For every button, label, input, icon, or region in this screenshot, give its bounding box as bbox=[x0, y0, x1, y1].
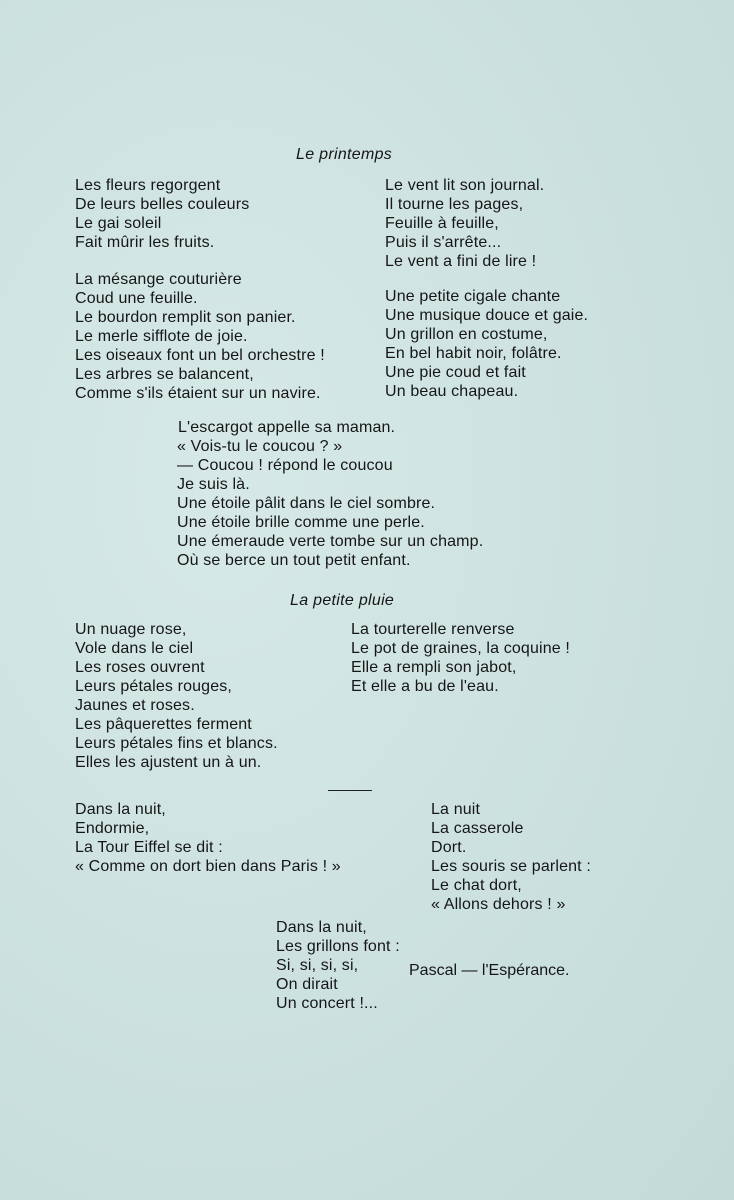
verse-line: Un beau chapeau. bbox=[385, 383, 519, 400]
verse-line: Le vent lit son journal. bbox=[385, 177, 545, 194]
verse-line: La mésange couturière bbox=[75, 271, 242, 288]
verse-line: En bel habit noir, folâtre. bbox=[385, 345, 562, 362]
verse-line: Leurs pétales rouges, bbox=[75, 678, 233, 695]
verse-line: Où se berce un tout petit enfant. bbox=[177, 552, 411, 569]
verse-line: Feuille à feuille, bbox=[385, 215, 499, 232]
verse-line: « Allons dehors ! » bbox=[431, 896, 566, 913]
verse-line: Une étoile pâlit dans le ciel sombre. bbox=[177, 495, 436, 512]
verse-line: Dort. bbox=[431, 839, 467, 856]
verse-line: Jaunes et roses. bbox=[75, 697, 195, 714]
verse-line: Endormie, bbox=[75, 820, 150, 837]
verse-line: Coud une feuille. bbox=[75, 290, 198, 307]
verse-line: Elles les ajustent un à un. bbox=[75, 754, 262, 771]
verse-line: Les arbres se balancent, bbox=[75, 366, 254, 383]
verse-line: « Vois-tu le coucou ? » bbox=[177, 438, 343, 455]
verse-line: — Coucou ! répond le coucou bbox=[177, 457, 393, 474]
printemps-right-column bbox=[385, 176, 588, 401]
signature: Pascal — l'Espérance. bbox=[409, 962, 570, 979]
verse-line: De leurs belles couleurs bbox=[75, 196, 250, 213]
verse-line: Un nuage rose, bbox=[75, 621, 187, 638]
verse-line: Leurs pétales fins et blancs. bbox=[75, 735, 278, 752]
verse-line: Les grillons font : bbox=[276, 938, 400, 955]
verse-line: Le vent a fini de lire ! bbox=[385, 253, 537, 270]
pluie-right-column bbox=[351, 620, 570, 696]
printemps-left-column bbox=[75, 176, 325, 403]
verse-line: Je suis là. bbox=[177, 476, 250, 493]
title-la-petite-pluie: La petite pluie bbox=[290, 592, 395, 609]
verse-line: Comme s'ils étaient sur un navire. bbox=[75, 385, 321, 402]
pluie-left-column bbox=[75, 620, 278, 772]
verse-line: La tourterelle renverse bbox=[351, 621, 515, 638]
verse-line: Une émeraude verte tombe sur un champ. bbox=[177, 533, 484, 550]
verse-line: Les fleurs regorgent bbox=[75, 177, 221, 194]
verse-line: Les roses ouvrent bbox=[75, 659, 205, 676]
verse-line: Elle a rempli son jabot, bbox=[351, 659, 517, 676]
verse-line: Une musique douce et gaie. bbox=[385, 307, 589, 324]
verse-line: La nuit bbox=[431, 801, 481, 818]
verse-line: Et elle a bu de l'eau. bbox=[351, 678, 499, 695]
verse-line: Les pâquerettes ferment bbox=[75, 716, 252, 733]
verse-line: Vole dans le ciel bbox=[75, 640, 194, 657]
verse-line: Puis il s'arrête... bbox=[385, 234, 502, 251]
verse-line: La casserole bbox=[431, 820, 524, 837]
verse-line: Le pot de graines, la coquine ! bbox=[351, 640, 571, 657]
verse-line: On dirait bbox=[276, 976, 338, 993]
verse-line: Une pie coud et fait bbox=[385, 364, 526, 381]
verse-line: L'escargot appelle sa maman. bbox=[178, 419, 396, 436]
verse-line: Le gai soleil bbox=[75, 215, 162, 232]
verse-line: Le chat dort, bbox=[431, 877, 522, 894]
verse-line: Une étoile brille comme une perle. bbox=[177, 514, 425, 531]
verse-line: Un concert !... bbox=[276, 995, 378, 1012]
verse-line: Dans la nuit, bbox=[75, 801, 166, 818]
verse-line: « Comme on dort bien dans Paris ! » bbox=[75, 858, 341, 875]
verse-line: Les oiseaux font un bel orchestre ! bbox=[75, 347, 325, 364]
printemps-center-stanza bbox=[177, 418, 483, 570]
section-divider bbox=[328, 790, 372, 791]
verse-line: Un grillon en costume, bbox=[385, 326, 548, 343]
nuit-right-column bbox=[431, 800, 591, 914]
verse-line: Il tourne les pages, bbox=[385, 196, 524, 213]
verse-line: Une petite cigale chante bbox=[385, 288, 561, 305]
verse-line: Le merle sifflote de joie. bbox=[75, 328, 248, 345]
verse-line: Les souris se parlent : bbox=[431, 858, 591, 875]
verse-line: Fait mûrir les fruits. bbox=[75, 234, 215, 251]
title-le-printemps: Le printemps bbox=[296, 146, 393, 163]
verse-line: Dans la nuit, bbox=[276, 919, 367, 936]
nuit-center-stanza bbox=[276, 918, 400, 1013]
verse-line: Si, si, si, si, bbox=[276, 957, 359, 974]
nuit-left-column bbox=[75, 800, 341, 876]
verse-line: La Tour Eiffel se dit : bbox=[75, 839, 223, 856]
verse-line: Le bourdon remplit son panier. bbox=[75, 309, 296, 326]
